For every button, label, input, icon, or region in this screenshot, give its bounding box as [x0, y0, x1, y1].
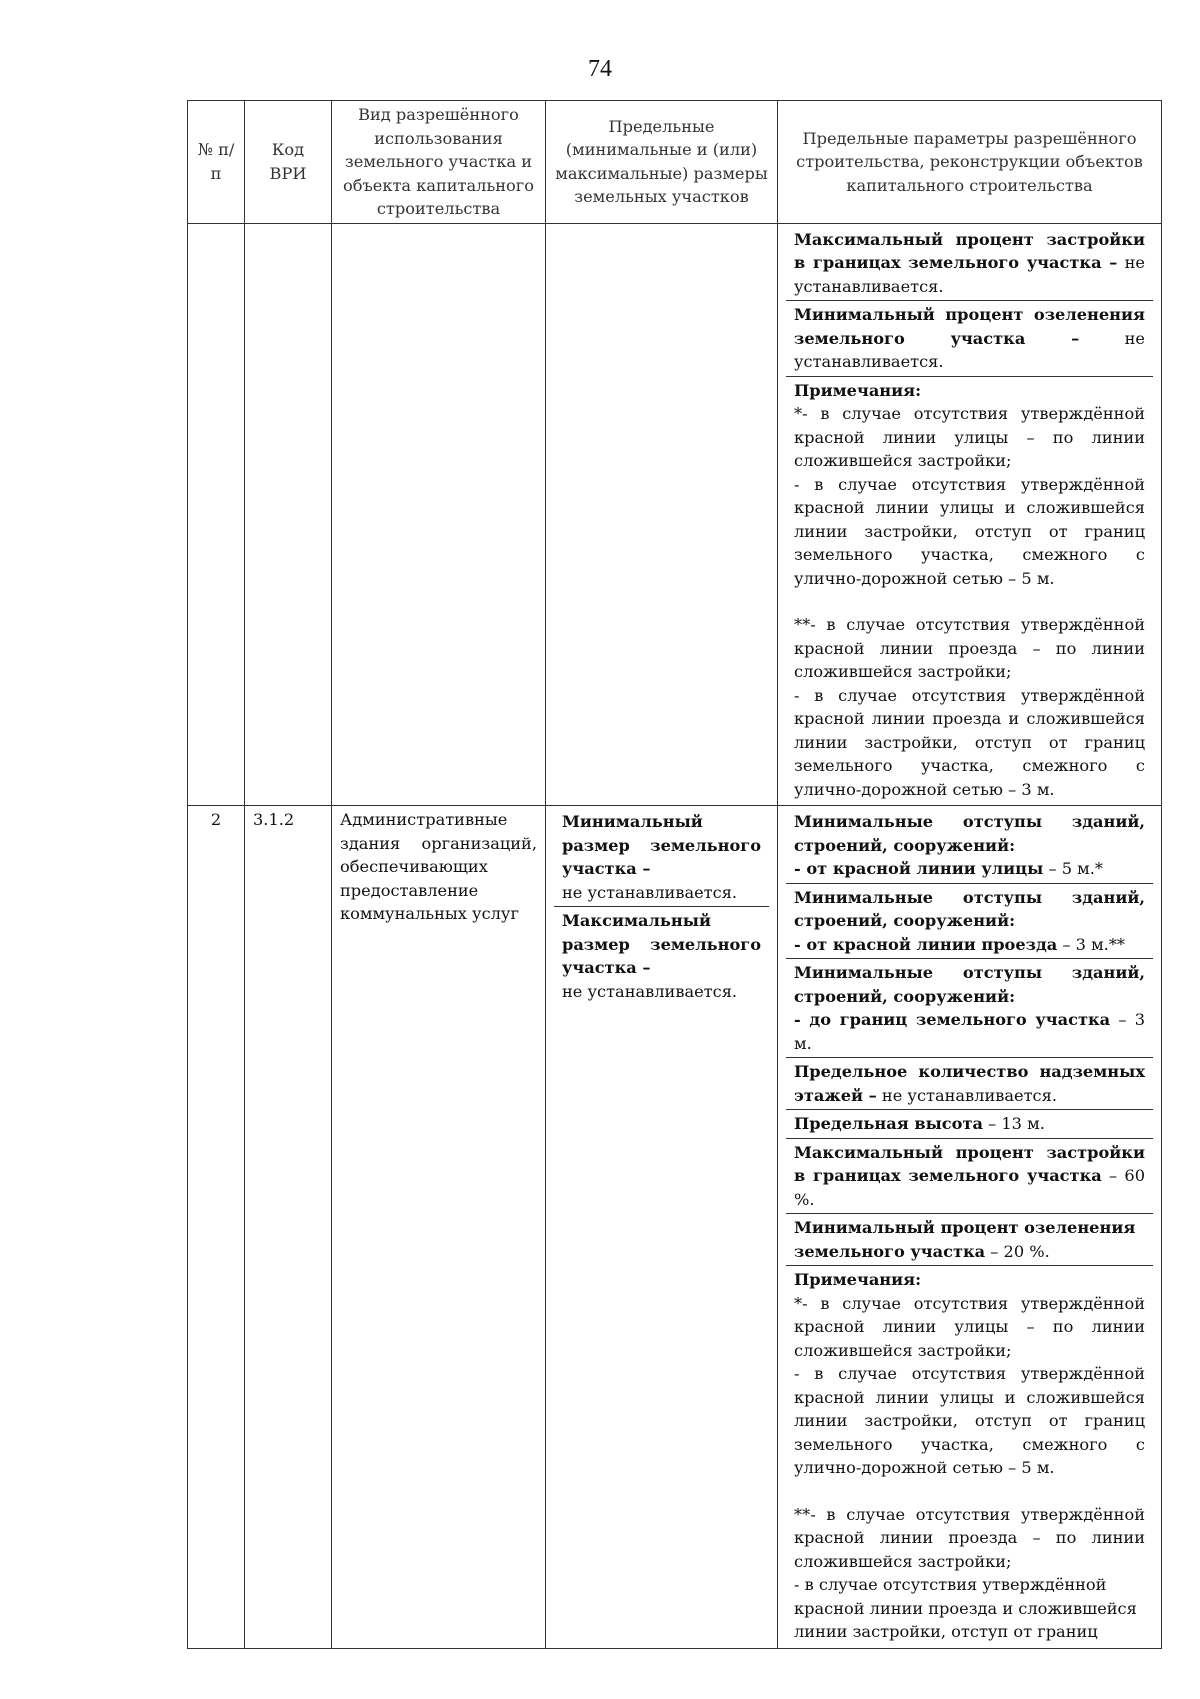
header-use-type: Вид разрешённого использования земельного участка и объекта капитального строительства	[332, 101, 546, 224]
row2-use: Административные здания организаций, обеспечивающих предоставление коммунальных услуг	[332, 806, 546, 1649]
header-parameters: Предельные параметры разрешённого строительства, реконструкции объектов капитального строительства	[778, 101, 1162, 224]
row1-use	[332, 223, 546, 806]
min-plot-size: Минимальный размер земельного участка – не устанавливается.	[554, 808, 769, 907]
param-max-build-percent: Максимальный процент застройки в границах земельного участка – не устанавливается.	[786, 226, 1153, 302]
param-height: Предельная высота – 13 м.	[786, 1110, 1153, 1139]
row2-code: 3.1.2	[245, 806, 332, 1649]
note-text: **- в случае отсутствия утверждённой красной линии проезда – по линии сложившейся застройки;	[794, 1504, 1145, 1571]
row1-size	[546, 223, 778, 806]
note-text: - в случае отсутствия утверждённой красной линии улицы и сложившейся линии застройки, отступ от границ земельного участка, смежного с улично-дорожной сетью – 5 м.	[794, 1364, 1145, 1477]
note-text: *- в случае отсутствия утверждённой красной линии улицы – по линии сложившейся застройки;	[794, 404, 1145, 470]
notes-title: Примечания:	[794, 1270, 922, 1289]
note-text: **- в случае отсутствия утверждённой красной линии проезда – по линии сложившейся застройки;	[794, 615, 1145, 681]
param-setback-driveway: Минимальные отступы зданий, строений, сооружений: - от красной линии проезда – 3 м.**	[786, 884, 1153, 960]
page-number: 74	[588, 56, 612, 82]
notes-title: Примечания:	[794, 380, 922, 400]
row1-code	[245, 223, 332, 806]
param-min-green-percent: Минимальный процент озеленения земельного участка – не устанавливается.	[786, 301, 1153, 377]
table-header-row	[188, 101, 1162, 224]
table-row	[188, 806, 1162, 1649]
note-text: - в случае отсутствия утверждённой красной линии проезда и сложившейся линии застройки, отступ от границ	[794, 1575, 1137, 1641]
param-floors: Предельное количество надземных этажей – не устанавливается.	[786, 1058, 1153, 1110]
row2-parameters	[778, 806, 1162, 1649]
row1-number	[188, 223, 245, 806]
regulations-table	[187, 100, 1162, 1649]
note-text: - в случае отсутствия утверждённой красной линии проезда и сложившейся линии застройки, отступ от границ земельного участка, смежного с улично-дорожной сетью – 3 м.	[794, 685, 1145, 799]
header-number: № п/п	[188, 101, 245, 224]
param-max-build-percent: Максимальный процент застройки в границах земельного участка – 60 %.	[786, 1139, 1153, 1215]
header-plot-size: Предельные (минимальные и (или) максимальные) размеры земельных участков	[546, 101, 778, 224]
max-plot-size: Максимальный размер земельного участка – не устанавливается.	[562, 911, 761, 1001]
param-min-green-percent: Минимальный процент озеленения земельного участка – 20 %.	[786, 1214, 1153, 1266]
header-code: Код ВРИ	[245, 101, 332, 224]
note-text: *- в случае отсутствия утверждённой красной линии улицы – по линии сложившейся застройки;	[794, 1293, 1145, 1360]
table-row	[188, 223, 1162, 806]
notes-block	[786, 1266, 1153, 1646]
row1-parameters	[778, 223, 1162, 806]
row2-plot-size	[546, 806, 778, 1649]
param-setback-street: Минимальные отступы зданий, строений, сооружений: - от красной линии улицы – 5 м.*	[786, 808, 1153, 884]
row2-number: 2	[188, 806, 245, 1649]
param-setback-boundary: Минимальные отступы зданий, строений, сооружений: - до границ земельного участка – 3 м.	[786, 959, 1153, 1058]
note-text: - в случае отсутствия утверждённой красной линии улицы и сложившейся линии застройки, отступ от границ земельного участка, смежного с улично-дорожной сетью – 5 м.	[794, 474, 1145, 588]
notes-block	[786, 377, 1153, 804]
